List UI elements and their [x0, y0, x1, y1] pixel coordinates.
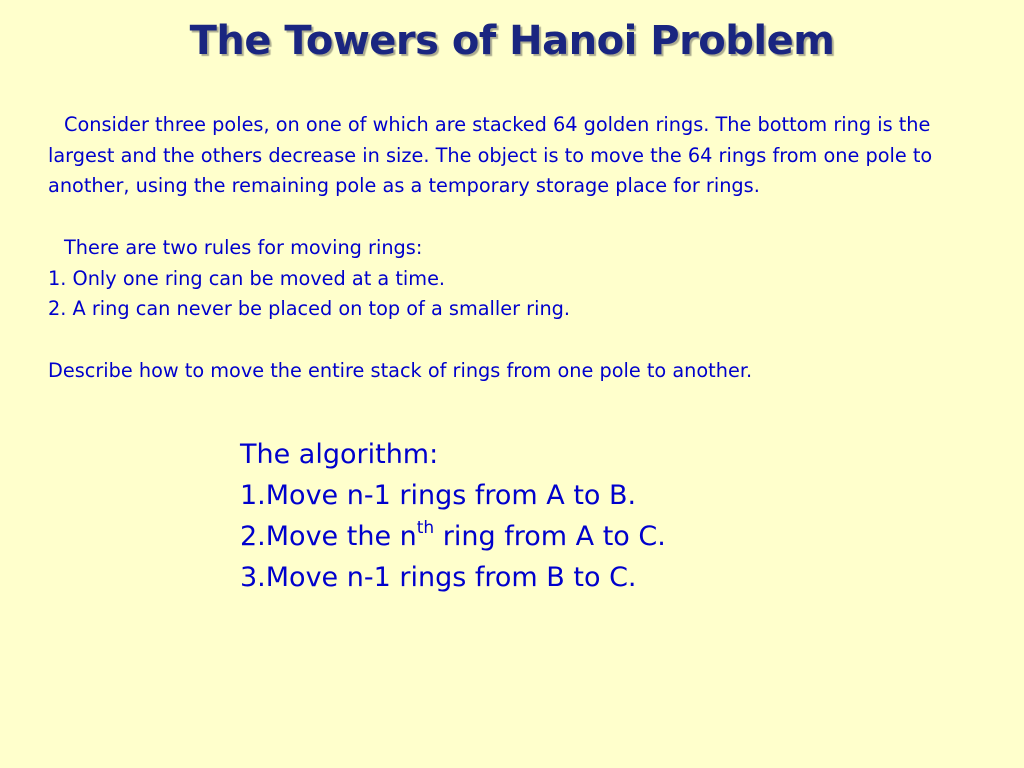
algorithm-heading: The algorithm: — [240, 439, 439, 470]
algorithm-step — [240, 516, 940, 557]
algorithm-step: 1.Move n-1 rings from A to B. — [240, 480, 637, 511]
paragraph-spacer — [48, 202, 978, 233]
slide-title: The Towers of Hanoi Problem — [189, 18, 835, 64]
algorithm-step-text: 2.Move the n — [240, 521, 417, 552]
paragraph-spacer — [48, 325, 978, 356]
question-text: Describe how to move the entire stack of rings from one pole to another. — [48, 358, 753, 382]
rules-heading: There are two rules for moving rings: — [64, 235, 423, 259]
algorithm-block — [240, 434, 940, 598]
rule-item: 1. Only one ring can be moved at a time. — [48, 266, 446, 290]
algorithm-step-text: ring from A to C. — [434, 521, 666, 552]
superscript-th: th — [416, 518, 435, 538]
problem-description — [48, 110, 978, 386]
rule-item: 2. A ring can never be placed on top of a smaller ring. — [48, 297, 571, 321]
algorithm-step: 3.Move n-1 rings from B to C. — [240, 562, 637, 593]
intro-paragraph: Consider three poles, on one of which are stacked 64 golden rings. The bottom ring is the largest and the others decrease in size. The object is to move the 64 rings from one pole to another, using the remaining pole as a temporary storage place for rings. — [48, 113, 933, 198]
